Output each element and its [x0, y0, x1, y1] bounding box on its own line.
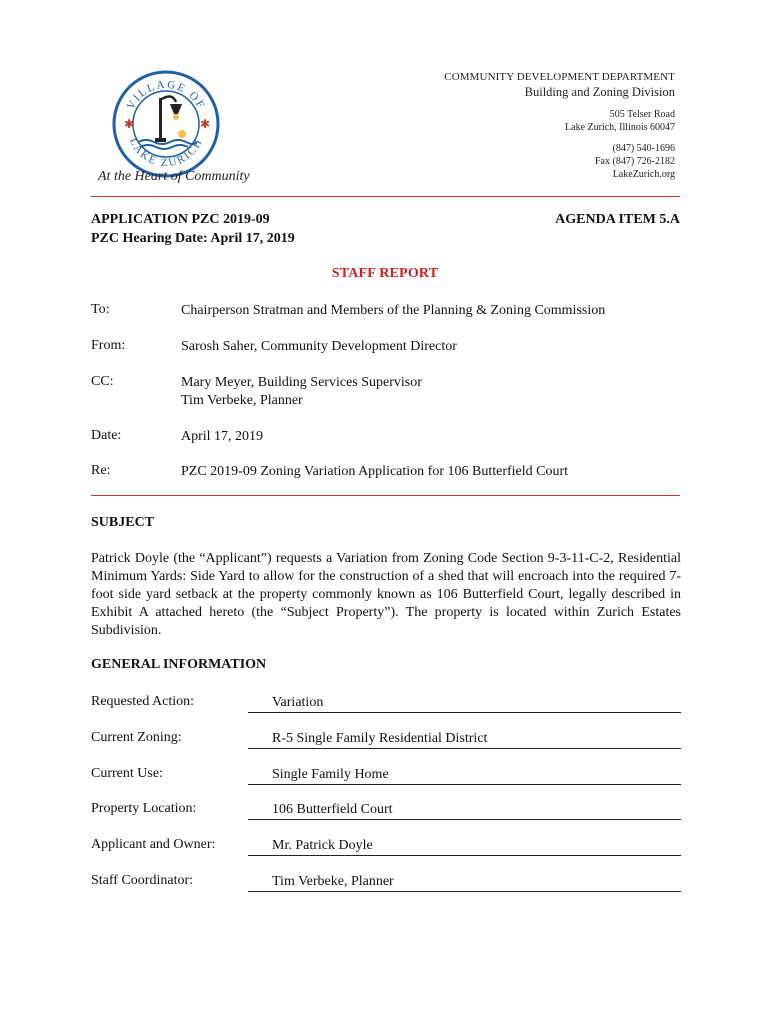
subject-heading: SUBJECT	[91, 515, 155, 530]
division-name: Building and Zoning Division	[524, 85, 675, 99]
department-header	[444, 70, 675, 181]
from-value: Sarosh Saher, Community Development Director	[181, 339, 457, 354]
date-label: Date:	[91, 428, 122, 443]
memo-divider	[91, 495, 680, 496]
general-information-heading: GENERAL INFORMATION	[91, 657, 267, 672]
application-number: APPLICATION PZC 2019-09	[91, 212, 270, 227]
info-value: Tim Verbeke, Planner	[248, 873, 681, 892]
header-divider	[91, 196, 680, 197]
info-label: Property Location:	[91, 801, 197, 816]
agenda-item: AGENDA ITEM 5.A	[555, 212, 680, 227]
re-label: Re:	[91, 463, 111, 478]
address-line-2: Lake Zurich, Illinois 60047	[565, 122, 675, 133]
info-value: R-5 Single Family Residential District	[248, 730, 681, 749]
fax: Fax (847) 726-2182	[595, 156, 675, 167]
info-value: Mr. Patrick Doyle	[248, 837, 681, 856]
tagline: At the Heart of Community	[98, 169, 250, 184]
info-row-applicant-owner	[91, 837, 681, 857]
info-label: Staff Coordinator:	[91, 873, 194, 888]
cc-label: CC:	[91, 374, 114, 389]
to-label: To:	[91, 302, 110, 317]
info-row-staff-coordinator	[91, 873, 681, 893]
info-row-requested-action	[91, 694, 681, 714]
address-line-1: 505 Telser Road	[609, 109, 675, 120]
phone: (847) 540-1696	[612, 143, 675, 154]
svg-text:VILLAGE OF: VILLAGE OF	[124, 78, 208, 112]
to-value: Chairperson Stratman and Members of the Planning & Zoning Commission	[181, 303, 606, 318]
info-label: Current Zoning:	[91, 730, 182, 745]
info-value: 106 Butterfield Court	[248, 801, 681, 820]
report-title: STAFF REPORT	[331, 266, 439, 281]
department-name: COMMUNITY DEVELOPMENT DEPARTMENT	[444, 71, 675, 83]
info-row-current-zoning	[91, 730, 681, 750]
cc-value-2: Tim Verbeke, Planner	[181, 393, 303, 408]
svg-text:LAKE ZURICH: LAKE ZURICH	[126, 136, 206, 170]
svg-text:✱: ✱	[200, 117, 211, 131]
info-label: Applicant and Owner:	[91, 837, 216, 852]
info-value: Variation	[248, 694, 681, 713]
info-row-current-use	[91, 766, 681, 786]
subject-paragraph: Patrick Doyle (the “Applicant”) requests a Variation from Zoning Code Section 9-3-11-C-2, Residential Minimum Yards: Side Yard to allow for the construction of a shed that will encroach into the required 7-foot side yard setback at the property commonly known as 106 Butterfield Court, legally described in Exhibit A attached hereto (the “Subject Property”). The property is located within Zurich Estates Subdivision.	[91, 551, 681, 638]
hearing-date: PZC Hearing Date: April 17, 2019	[91, 231, 295, 246]
info-label: Requested Action:	[91, 694, 195, 709]
village-seal-logo	[112, 70, 220, 178]
re-value: PZC 2019-09 Zoning Variation Application for 106 Butterfield Court	[181, 464, 569, 479]
svg-text:✱: ✱	[124, 117, 135, 131]
info-value: Single Family Home	[248, 766, 681, 785]
date-value: April 17, 2019	[181, 429, 264, 444]
info-row-property-location	[91, 801, 681, 821]
info-label: Current Use:	[91, 766, 163, 781]
from-label: From:	[91, 338, 126, 353]
cc-value-1: Mary Meyer, Building Services Supervisor	[181, 375, 422, 390]
website: LakeZurich.org	[612, 169, 675, 180]
